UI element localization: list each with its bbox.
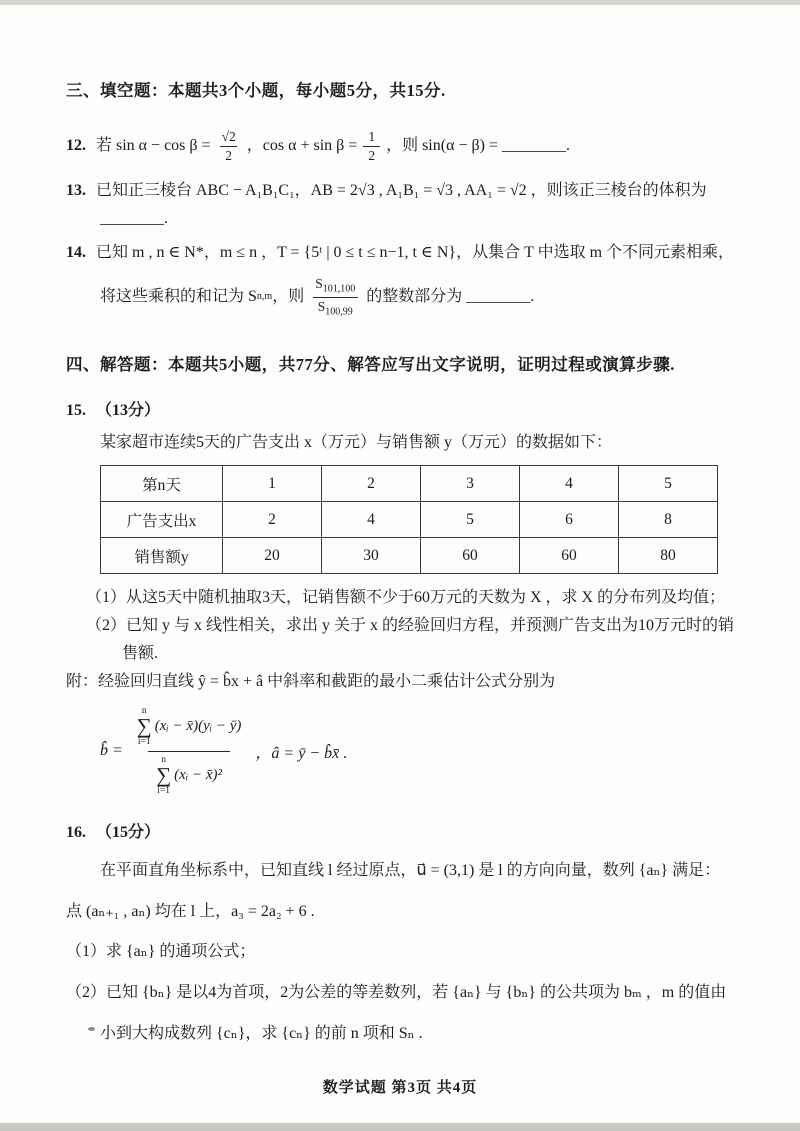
- formula-denominator: [148, 751, 230, 797]
- question-13-blank: ________.: [100, 210, 168, 227]
- table-cell: 第n天: [101, 466, 223, 502]
- q12-text-3: ，则 sin(α − β) = ________.: [386, 137, 570, 154]
- q12-fraction-2-denominator: 2: [363, 146, 380, 164]
- table-cell: 60: [520, 538, 619, 574]
- q16-item-1: （1）求 {aₙ} 的通项公式；: [66, 943, 256, 961]
- table-row: [101, 466, 718, 502]
- sigma-lower-limit: i=1: [137, 737, 151, 748]
- sigma-upper-limit: n: [161, 754, 167, 765]
- formula-rhs: ，â = ȳ − b̂x̄ .: [255, 744, 348, 762]
- q14-frac-num-sub: 101,100: [322, 284, 356, 295]
- q14-frac-den-base: S: [317, 298, 326, 314]
- sigma-icon: ∑: [136, 714, 152, 739]
- q14-text-2: 将这些乘积的和记为 S: [100, 288, 257, 305]
- question-13-number: 13.: [66, 182, 86, 199]
- page-footer: 数学试题 第3页 共4页: [322, 1080, 478, 1096]
- q14-s-subscript: n,m: [256, 291, 273, 303]
- question-16-number: 16.: [66, 823, 86, 841]
- q12-fraction-2: [363, 129, 380, 163]
- question-14-line-1: [66, 239, 738, 267]
- q15-item-1: （1）从这5天中随机抽取3天，记销售额不少于60万元的天数为 X ，求 X 的分布列及均值；: [86, 589, 726, 606]
- data-table: [100, 465, 718, 574]
- question-12: [66, 121, 738, 171]
- table-row: [101, 538, 718, 574]
- table-cell: 30: [322, 538, 421, 574]
- question-13-line-1: [66, 177, 738, 205]
- page-content: [0, 5, 800, 1055]
- sigma-operator: [156, 755, 171, 797]
- sigma-icon: ∑: [156, 763, 172, 788]
- q12-fraction-1-denominator: 2: [220, 146, 237, 164]
- q16-paragraph-1: 在平面直角坐标系中，已知直线 l 经过原点，u⃗ = (3,1) 是 l 的方向向量，数列 {aₙ} 满足：: [100, 861, 721, 879]
- q14-text-3: ，则: [272, 288, 305, 305]
- question-15-number: 15.: [66, 402, 86, 419]
- q14-fraction-numerator: [310, 276, 360, 296]
- table-cell: 销售额y: [101, 538, 223, 574]
- q14-text-4: 的整数部分为 ________.: [366, 288, 535, 305]
- q13-text-1: 已知正三棱台 ABC − A₁B₁C₁，AB = 2√3 , A₁B₁ = √3 , AA₁ = √2 ，则该正三棱台的体积为: [96, 182, 707, 199]
- q15-intro: 某家超市连续5天的广告支出 x（万元）与销售额 y（万元）的数据如下：: [100, 434, 613, 451]
- table-cell: 6: [520, 502, 619, 538]
- q16-paragraph-2: 点 (aₙ₊₁ , aₙ) 均在 l 上，a₃ = 2a₂ + 6 .: [66, 902, 315, 920]
- table-cell: 8: [619, 502, 718, 538]
- table-cell: 80: [619, 538, 718, 574]
- q12-text-2: ，cos α + sin β =: [246, 137, 358, 154]
- formula-lhs: b̂ =: [100, 742, 123, 760]
- q12-fraction-1-numerator: √2: [221, 128, 236, 144]
- sigma-lower-limit: i=1: [157, 786, 171, 797]
- formula-numerator: [129, 706, 250, 751]
- question-15-points: （13分）: [96, 402, 161, 419]
- table-cell: 3: [421, 466, 520, 502]
- question-15: [66, 397, 738, 797]
- sigma-operator: [137, 706, 152, 748]
- denominator-expression: (xᵢ − x̄)²: [174, 767, 222, 784]
- q16-item-2: （2）已知 {bₙ} 是以4为首项，2为公差的等差数列，若 {aₙ} 与 {bₙ} 的公共项为 bₘ ，m 的值由: [66, 984, 727, 1002]
- section-4-heading: 四、解答题：本题共5小题，共77分、解答应写出文字说明，证明过程或演算步骤.: [66, 355, 675, 374]
- table-cell: 4: [322, 502, 421, 538]
- q14-frac-den-sub: 100,99: [325, 306, 353, 318]
- question-14-number: 14.: [66, 244, 86, 261]
- q15-note: 附：经验回归直线 ŷ = b̂x + â 中斜率和截距的最小二乘估计公式分别为: [66, 673, 556, 690]
- table-cell: 2: [322, 466, 421, 502]
- q14-frac-num-base: S: [315, 276, 323, 292]
- q14-fraction-denominator: [313, 297, 358, 318]
- question-16-points: （15分）: [96, 823, 161, 841]
- q15-item-2: （2）已知 y 与 x 线性相关，求出 y 关于 x 的经验回归方程，并预测广告支出为10万元时的销: [86, 617, 735, 634]
- scan-speck: [88, 1027, 95, 1031]
- question-13: [66, 177, 738, 233]
- numerator-expression: (xᵢ − x̄)(yᵢ − ȳ): [154, 718, 242, 735]
- sigma-upper-limit: n: [141, 706, 147, 716]
- q14-fraction: [310, 276, 360, 317]
- table-cell: 4: [520, 466, 619, 502]
- q12-fraction-2-numerator: 1: [368, 128, 376, 144]
- q12-text-1: 若 sin α − cos β =: [96, 137, 211, 154]
- q16-item-2-cont: 小到大构成数列 {cₙ}，求 {cₙ} 的前 n 项和 Sₙ .: [100, 1024, 423, 1042]
- table-cell: 20: [223, 538, 322, 574]
- question-14: [66, 239, 738, 325]
- q15-item-2-cont: 售额.: [122, 645, 159, 662]
- question-15-header: [66, 397, 738, 425]
- table-cell: 广告支出x: [101, 502, 223, 538]
- question-12-number: 12.: [66, 137, 86, 154]
- q14-text-1: 已知 m , n ∈ N*，m ≤ n ，T = {5ᵗ | 0 ≤ t ≤ n−1, t ∈ N}，从集合 T 中选取 m 个不同元素相乘，: [96, 244, 735, 261]
- formula-fraction: [129, 706, 250, 797]
- question-12-line: [66, 121, 738, 171]
- regression-formula: [100, 706, 738, 797]
- q12-fraction-1: [217, 129, 241, 163]
- question-16-header: [66, 819, 738, 847]
- table-cell: 5: [421, 502, 520, 538]
- table-row: [101, 502, 718, 538]
- table-cell: 1: [223, 466, 322, 502]
- table-cell: 5: [619, 466, 718, 502]
- question-14-line-2: [100, 269, 738, 325]
- question-16: [66, 819, 738, 1055]
- table-cell: 60: [421, 538, 520, 574]
- table-cell: 2: [223, 502, 322, 538]
- section-3-heading: 三、填空题：本题共3个小题，每小题5分，共15分.: [66, 81, 446, 100]
